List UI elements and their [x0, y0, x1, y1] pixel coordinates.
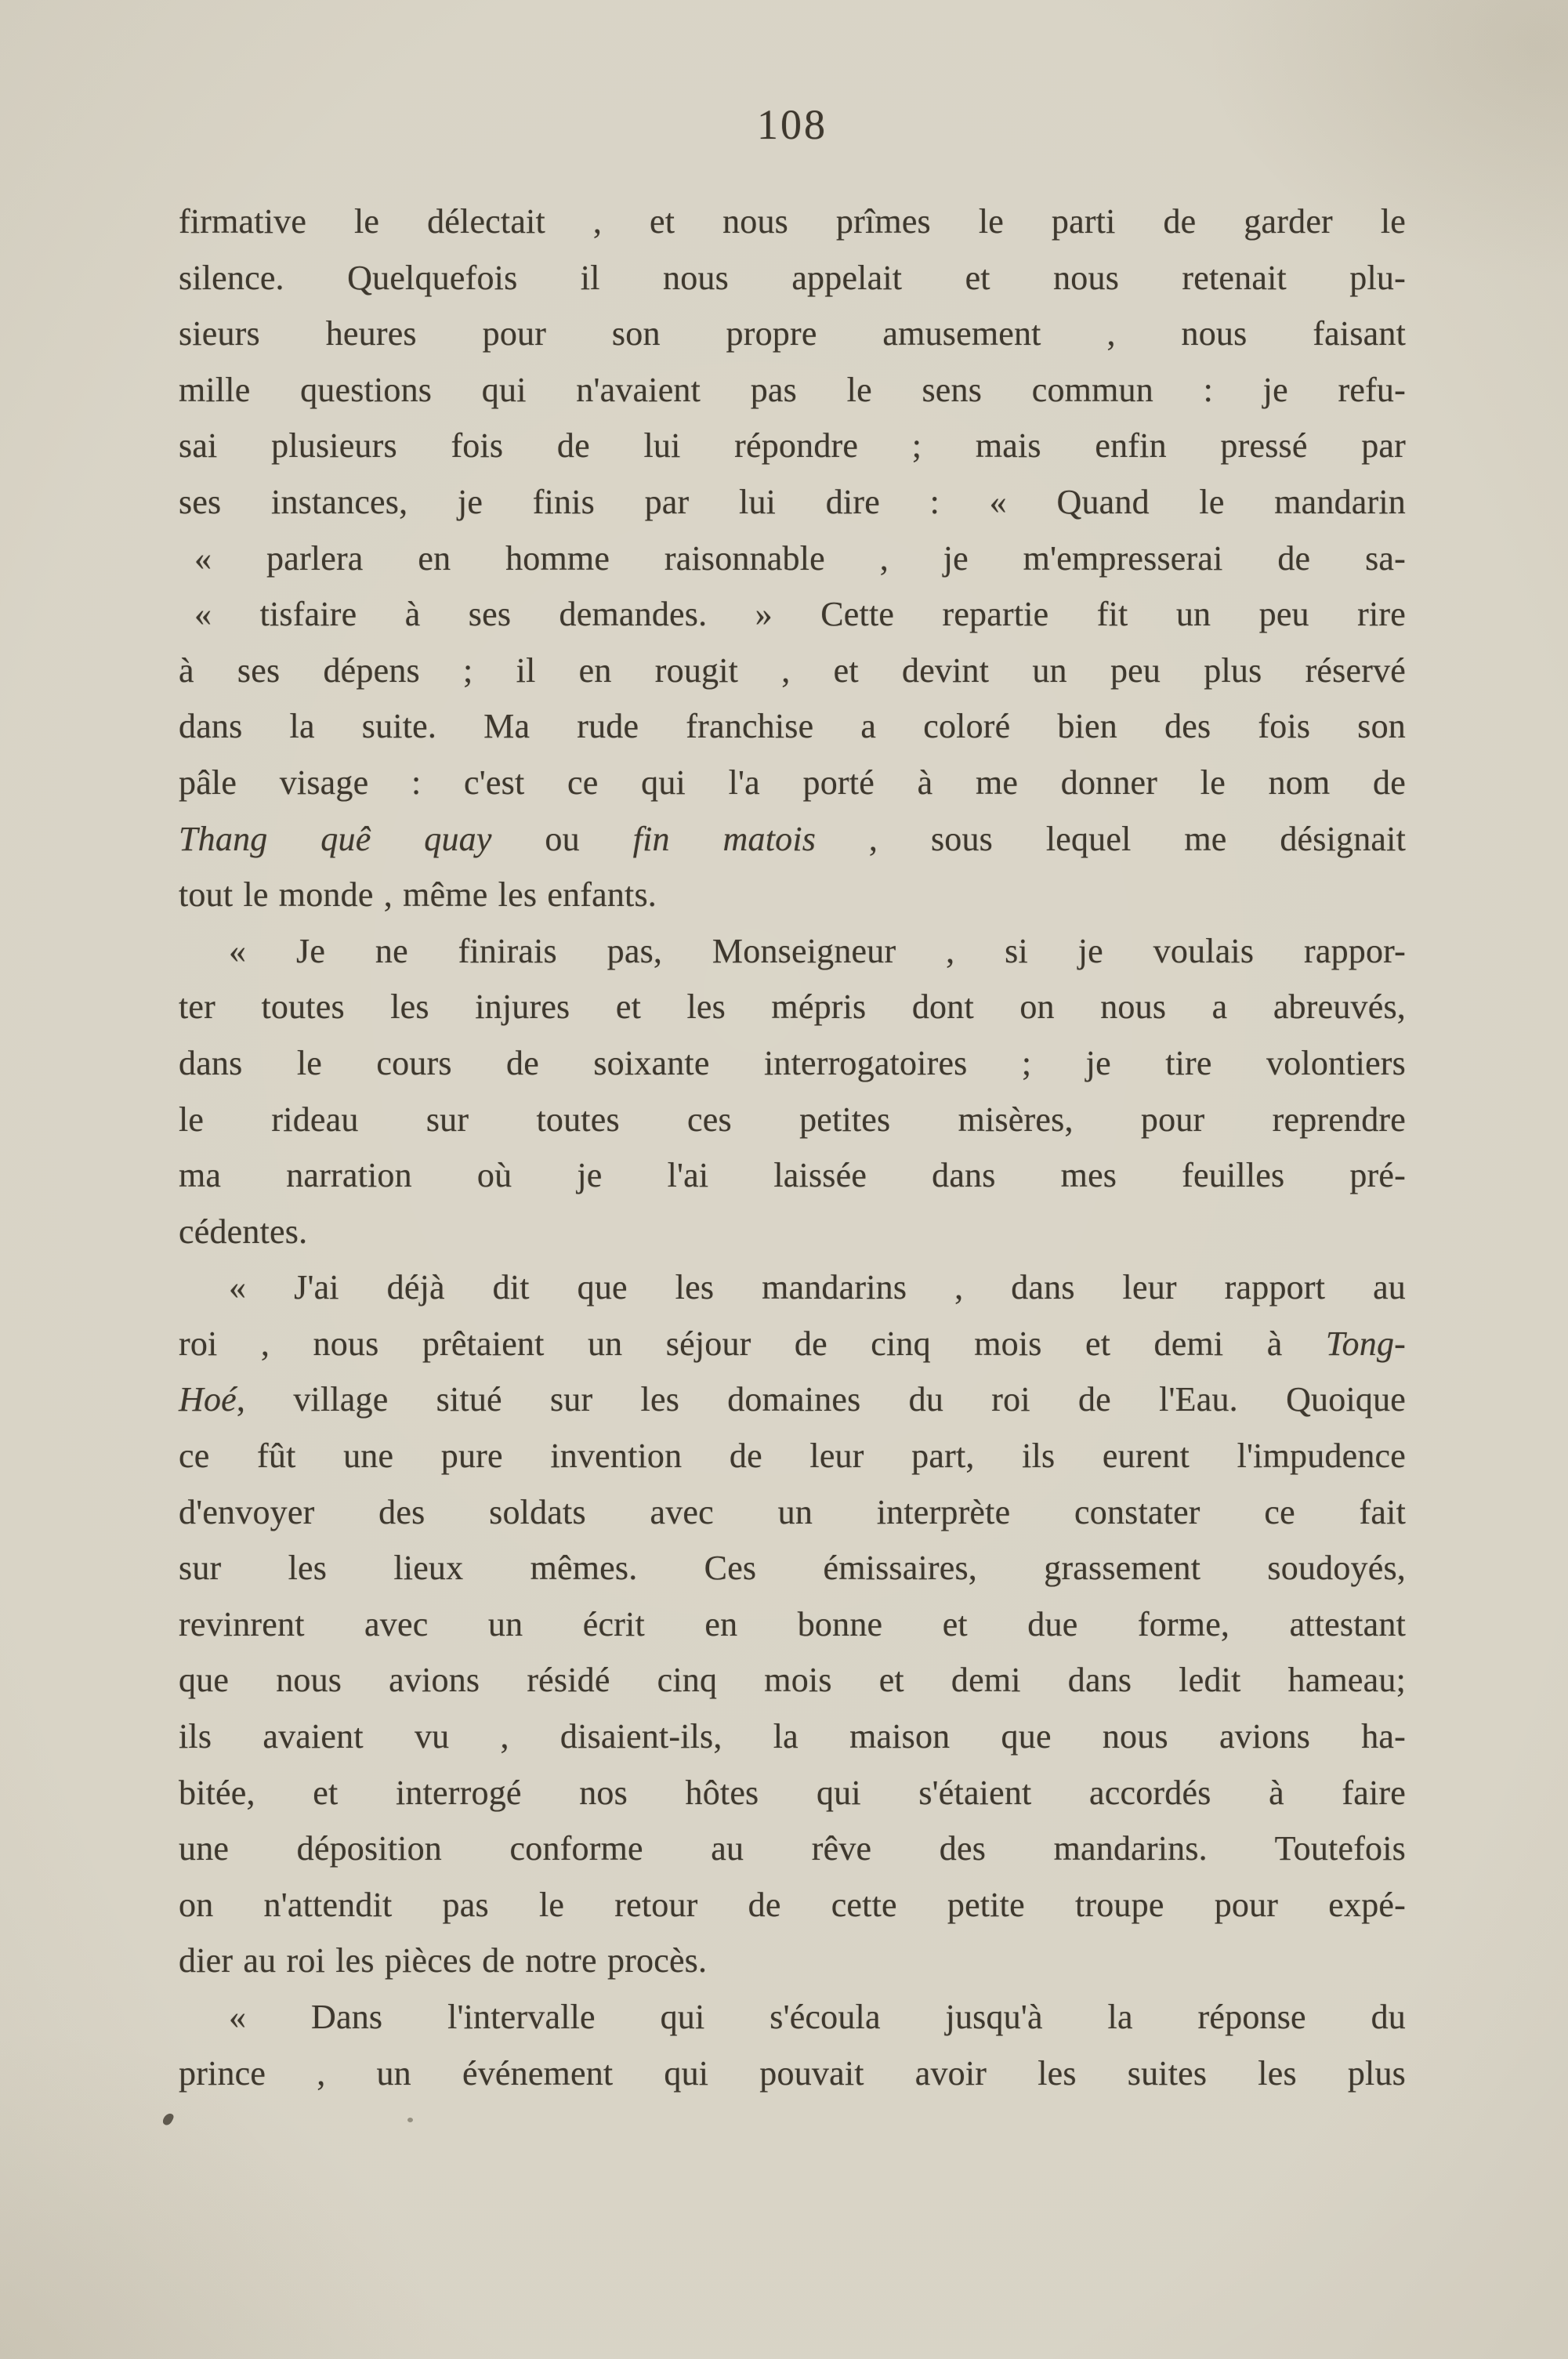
text-run: pâle visage : c'est ce qui l'a porté à me donner le nom de [179, 763, 1406, 802]
text-line [179, 1428, 1406, 1484]
text-line [179, 1765, 1406, 1821]
text-run: mille questions qui n'avaient pas le sens commun : je refu- [179, 370, 1406, 409]
text-line [179, 362, 1406, 419]
text-run: sai plusieurs fois de lui répondre ; mais enfin pressé par [179, 426, 1406, 466]
italic-text-run: Tong- [1325, 1324, 1406, 1363]
text-line [179, 2046, 1406, 2102]
text-run: , village situé sur les domaines du roi de l'Eau. Quoique [236, 1380, 1406, 1419]
text-run: on n'attendit pas le retour de cette petite troupe pour expé- [179, 1885, 1406, 1924]
text-line [179, 1092, 1406, 1148]
text-line [179, 1147, 1406, 1204]
text-run: , sous lequel me désignait [816, 819, 1406, 858]
text-line [179, 1484, 1406, 1541]
text-line [179, 306, 1406, 362]
text-line [179, 1316, 1406, 1372]
page-text [179, 194, 1406, 2101]
text-line [179, 643, 1406, 699]
text-run: ou [491, 819, 633, 858]
page-number: 108 [757, 101, 827, 148]
text-run: ce fût une pure invention de leur part, ils eurent l'impudence [179, 1437, 1406, 1476]
text-run: ma narration où je l'ai laissée dans mes feuilles pré- [179, 1156, 1406, 1195]
text-line [179, 586, 1406, 643]
text-line [179, 1821, 1406, 1877]
text-line [179, 1259, 1406, 1316]
text-run: roi , nous prêtaient un séjour de cinq mois et demi à [179, 1324, 1326, 1363]
text-run: prince , un événement qui pouvait avoir les suites les plus [179, 2053, 1406, 2093]
italic-text-run: Hoé [179, 1380, 237, 1419]
text-line [179, 1933, 1406, 1989]
text-line [179, 531, 1406, 587]
text-run: dans le cours de soixante interrogatoires ; je tire volontiers [179, 1043, 1406, 1082]
italic-text-run: Thang quê quay [179, 819, 492, 858]
text-run: ter toutes les injures et les mépris dont on nous a abreuvés, [179, 987, 1406, 1027]
text-run: bitée, et interrogé nos hôtes qui s'étaient accordés à faire [179, 1773, 1406, 1812]
text-run: sur les lieux mêmes. Ces émissaires, grassement soudoyés, [179, 1549, 1406, 1588]
text-line [179, 418, 1406, 474]
text-run: silence. Quelquefois il nous appelait et nous retenait plu- [179, 258, 1406, 297]
text-line [179, 698, 1406, 755]
text-line [179, 1540, 1406, 1596]
text-run: une déposition conforme au rêve des mandarins. Toutefois [179, 1829, 1406, 1868]
text-line [179, 755, 1406, 811]
text-run: le rideau sur toutes ces petites misères, pour reprendre [179, 1100, 1406, 1139]
text-run: revinrent avec un écrit en bonne et due forme, attestant [179, 1604, 1406, 1643]
text-line [179, 811, 1406, 868]
text-run: sieurs heures pour son propre amusement , nous faisant [179, 314, 1406, 353]
text-line [179, 1989, 1406, 2046]
text-run: « parlera en homme raisonnable , je m'empresserai de sa- [194, 538, 1406, 578]
text-run: tout le monde , même les enfants. [179, 875, 657, 915]
text-line [179, 194, 1406, 250]
text-run: à ses dépens ; il en rougit , et devint un peu plus réservé [179, 650, 1406, 690]
text-run: dans la suite. Ma rude franchise a coloré bien des fois son [179, 707, 1406, 746]
text-run: ils avaient vu , disaient-ils, la maison que nous avions ha- [179, 1717, 1406, 1756]
text-run: « Dans l'intervalle qui s'écoula jusqu'à la réponse du [229, 1998, 1406, 2036]
italic-text-run: fin matois [632, 819, 817, 858]
text-line [179, 1596, 1406, 1653]
text-run: dier au roi les pièces de notre procès. [179, 1941, 708, 1980]
text-line [179, 923, 1406, 980]
text-line [179, 250, 1406, 306]
text-line [179, 1204, 1406, 1260]
ink-speck [161, 2111, 175, 2126]
text-run: « Je ne finirais pas, Monseigneur , si je voulais rappor- [229, 931, 1406, 970]
text-line [179, 1709, 1406, 1765]
text-run: firmative le délectait , et nous prîmes le parti de garder le [179, 202, 1406, 241]
text-line [179, 1035, 1406, 1092]
text-run: cédentes. [179, 1212, 308, 1251]
text-run: « J'ai déjà dit que les mandarins , dans leur rapport au [229, 1268, 1406, 1307]
text-line [179, 1877, 1406, 1933]
text-line [179, 474, 1406, 531]
text-run: « tisfaire à ses demandes. » Cette repartie fit un peu rire [194, 595, 1406, 634]
text-run: d'envoyer des soldats avec un interprète constater ce fait [179, 1492, 1406, 1531]
text-run: ses instances, je finis par lui dire : « Quand le mandarin [179, 482, 1406, 521]
text-line [179, 1372, 1406, 1428]
text-run: que nous avions résidé cinq mois et demi dans ledit hameau; [179, 1661, 1406, 1700]
text-line [179, 867, 1406, 923]
text-line [179, 979, 1406, 1035]
text-line [179, 1652, 1406, 1709]
ink-dot [407, 2118, 413, 2122]
